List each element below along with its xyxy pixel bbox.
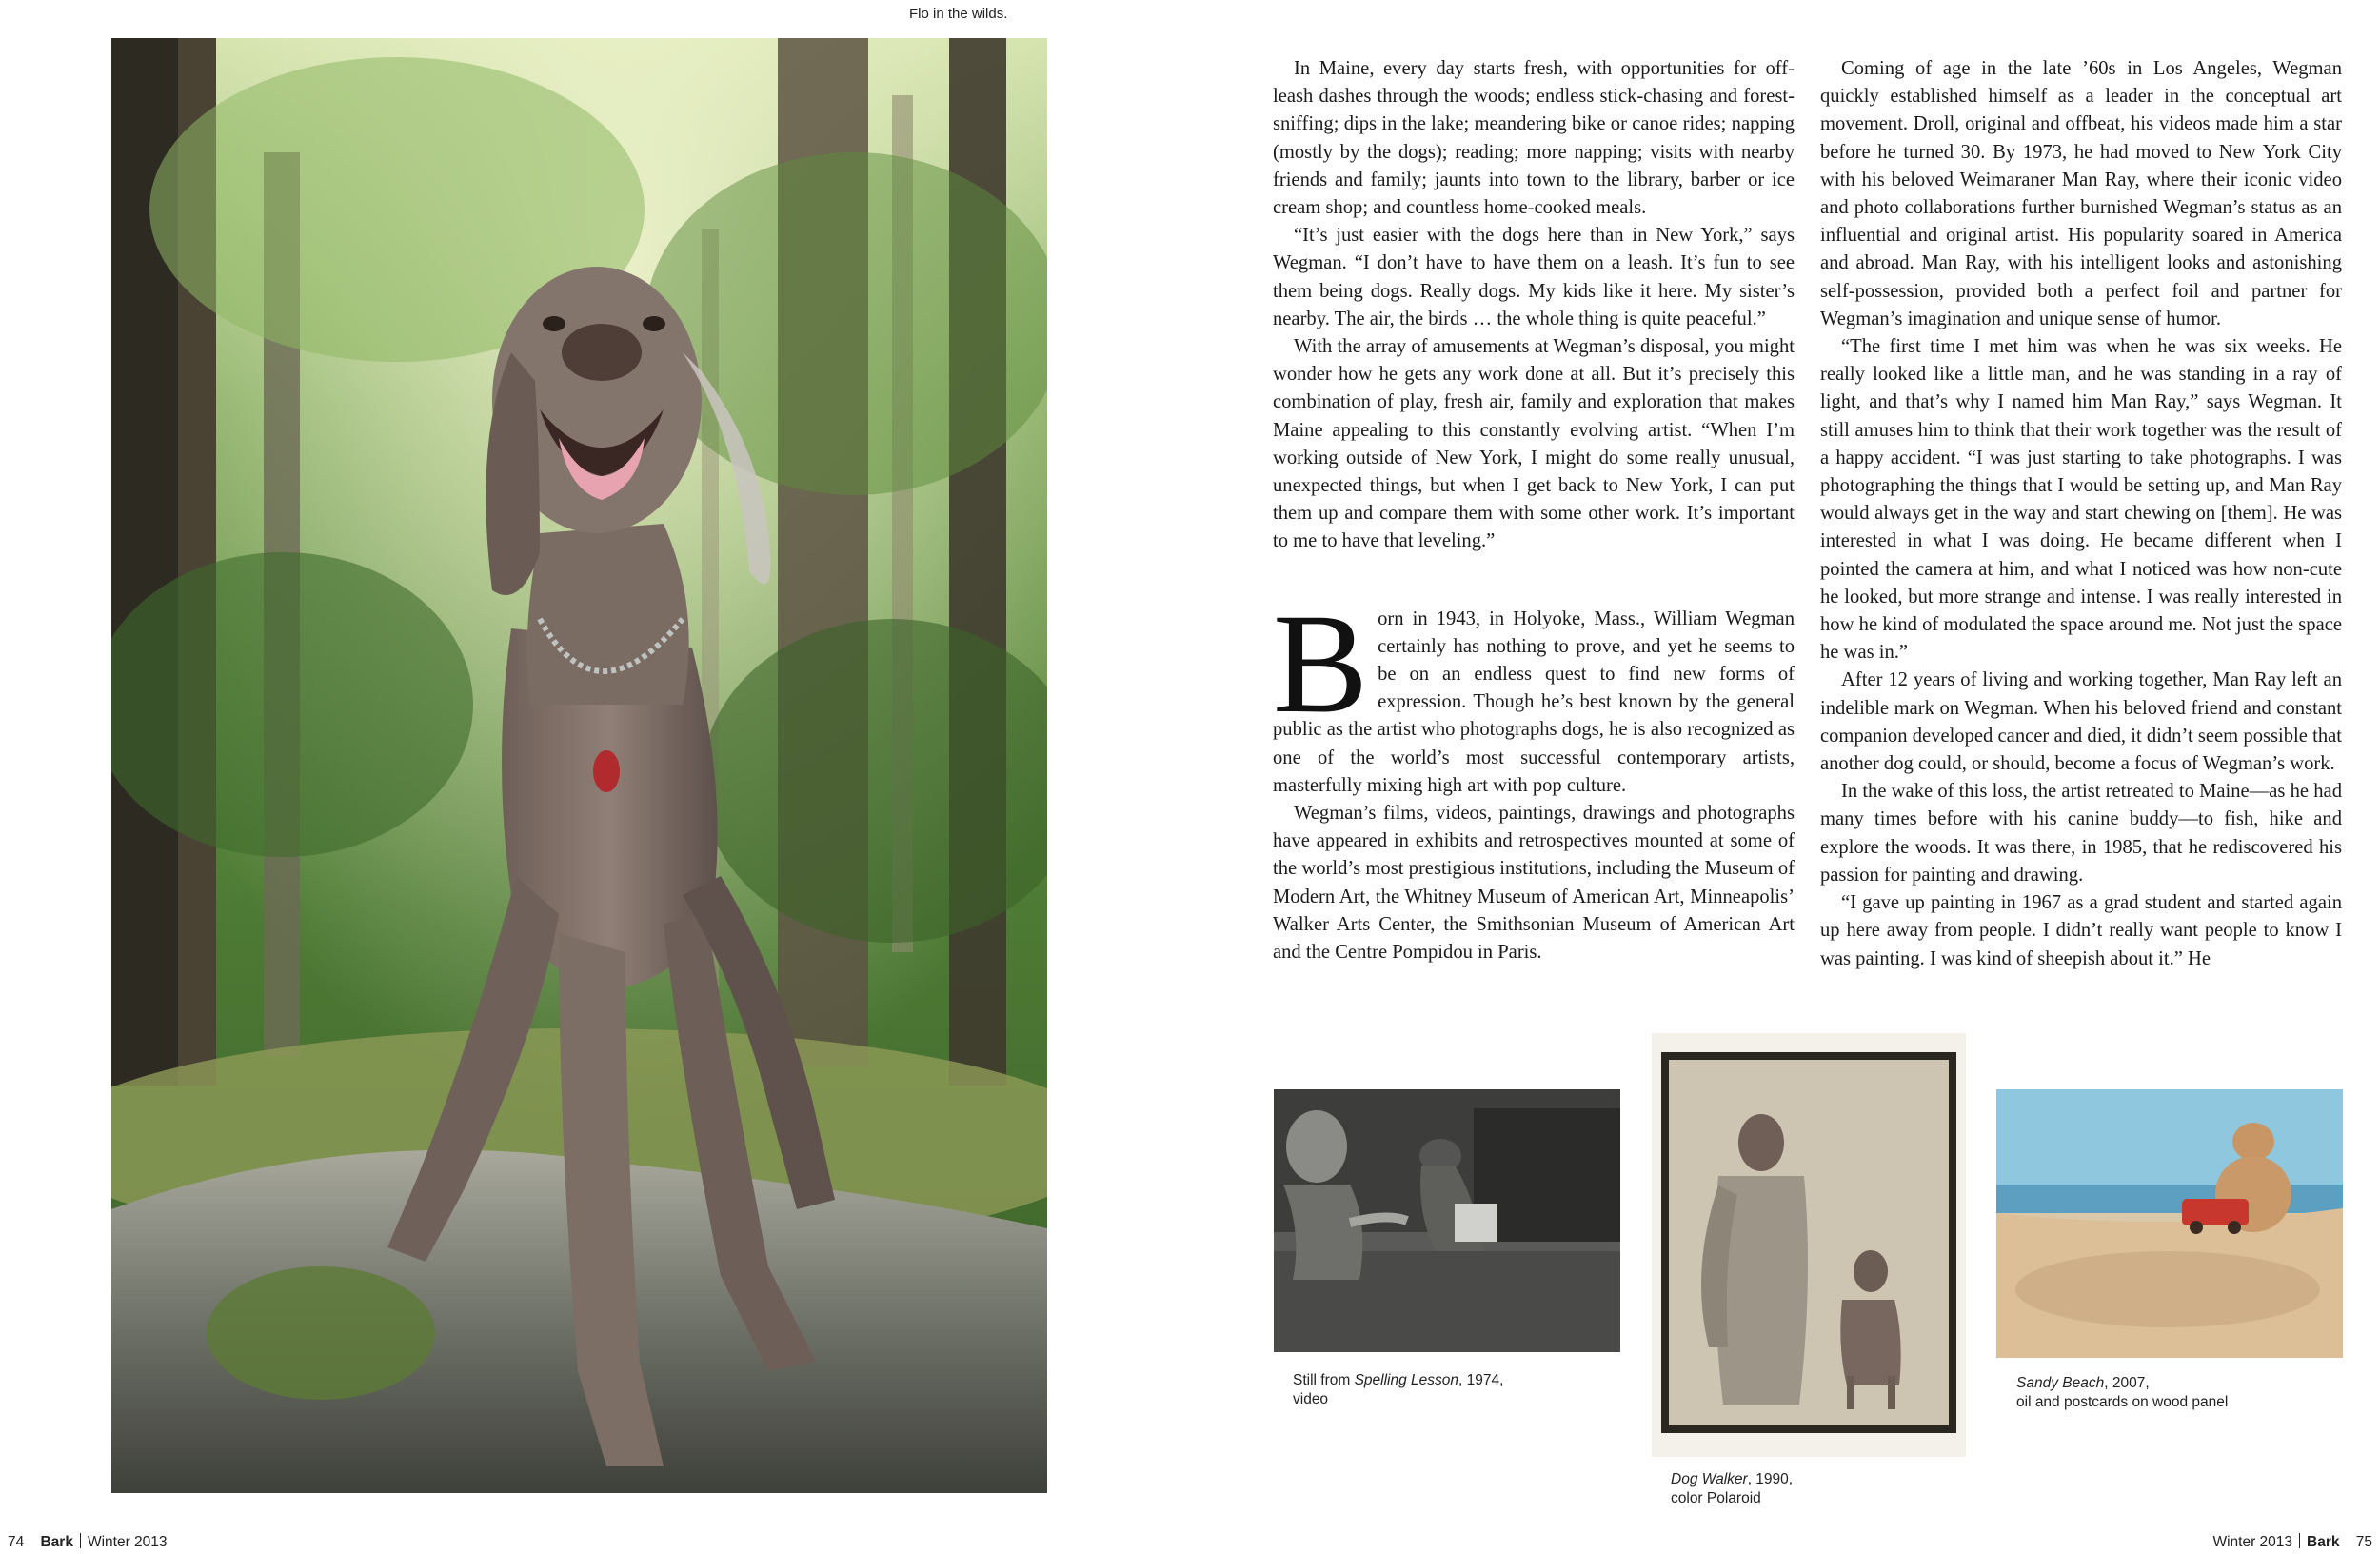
caption-prefix: Still from — [1293, 1372, 1355, 1388]
spelling-lesson-caption — [1293, 1371, 1503, 1409]
folio-right — [2212, 1533, 2372, 1551]
page-number-left: 74 — [8, 1534, 25, 1550]
col1-paragraph-5: Wegman’s films, videos, paintings, drawings and photographs have appeared in exhibits and retrospectives mounted at some of the world’s most prestigious institutions, including the Museum of Modern Art, the Whitney Museum of American Art, Minneapolis’ Walker Arts Center, the Smithsonian Museum of American Art and the Centre Pompidou in Paris. — [1273, 803, 1795, 964]
col2-paragraph-5: “I gave up painting in 1967 as a grad student and started again up here away from people. I didn’t really want people to know I was painting. I was kind of sheepish about it.” He — [1820, 892, 2342, 969]
issue-left: Winter 2013 — [87, 1534, 168, 1550]
spelling-lesson-still-image — [1274, 1089, 1620, 1352]
sandy-beach-caption — [2016, 1374, 2228, 1412]
caption-year: , 2007, — [2104, 1375, 2150, 1391]
col1-paragraph-4 — [1273, 584, 1795, 800]
photo-caption: Flo in the wilds. — [909, 6, 1008, 22]
col2-paragraph-2: “The first time I met him was when he was six weeks. He really looked like a little man, and he was standing in a ray of light, and that’s why I named him Man Ray,” says Wegman. It still amuses him to think that their work together was the result of a happy accident. “I was just starting to take photographs. I was photographing the things that I would be setting up, and Man Ray would always get in the way and start chewing on [them]. He was interested in what I was doing. He became different when I pointed the camera at him, and what I noticed was how non-cute he looked, but more strange and intense. I was really interested in how he kind of modulated the space around me. Not just the space he was in.” — [1820, 336, 2342, 664]
dog-forest-illustration — [111, 38, 1047, 1493]
col1-paragraph-2: “It’s just easier with the dogs here than in New York,” says Wegman. “I don’t have to have them on a leash. It’s fun to see them being dogs. Really dogs. My kids like it here. My sister’s nearby. The air, the birds … the whole thing is quite peaceful.” — [1273, 225, 1795, 329]
folio-divider — [2299, 1533, 2300, 1548]
folio-left — [8, 1533, 168, 1551]
caption-year: , 1990, — [1747, 1471, 1794, 1487]
page-number-right: 75 — [2355, 1534, 2372, 1550]
folio-divider — [80, 1533, 81, 1548]
col1-paragraph-1: In Maine, every day starts fresh, with opportunities for off-leash dashes through the woods; endless stick-chasing and forest-sniffing; dips in the lake; meandering bike or canoe rides; napping (mostly by the dogs); reading; more napping; visits with nearby friends and family; jaunts into town to the library, barber or ice cream shop; and countless home-cooked meals. — [1273, 58, 1795, 219]
dog-walker-caption — [1671, 1470, 1793, 1508]
article-column-1 — [1273, 55, 1795, 966]
magazine-name-right: Bark — [2307, 1534, 2340, 1550]
col2-paragraph-3: After 12 years of living and working together, Man Ray left an indelible mark on Wegman. When his beloved friend and constant companion developed cancer and died, it didn’t seem possible that another dog could, or should, become a focus of Wegman’s work. — [1820, 669, 2342, 775]
caption-title: Dog Walker — [1671, 1471, 1748, 1487]
sandy-beach-painting-image — [1996, 1089, 2343, 1358]
article-column-2 — [1820, 55, 2342, 973]
col2-paragraph-1: Coming of age in the late ’60s in Los Angeles, Wegman quickly established himself as a leader in the conceptual art movement. Droll, original and offbeat, his videos made him a star before he turned 30. By 1973, he had moved to New York City with his beloved Weimaraner Man Ray, where their iconic video and photo collaborations further burnished Wegman’s status as an influential and original artist. His popularity soared in America and abroad. Man Ray, with his intelligent looks and astonishing self-possession, provided both a perfect foil and partner for Wegman’s imagination and unique sense of humor. — [1820, 58, 2342, 329]
magazine-name-left: Bark — [40, 1534, 73, 1550]
drop-cap: B — [1273, 584, 1369, 743]
caption-year: , 1974, — [1458, 1372, 1504, 1388]
caption-medium: color Polaroid — [1671, 1490, 1761, 1506]
main-photo-dog-forest — [111, 38, 1047, 1493]
dog-walker-polaroid-image — [1652, 1033, 1966, 1457]
caption-medium: oil and postcards on wood panel — [2016, 1394, 2229, 1410]
caption-medium: video — [1293, 1391, 1329, 1407]
col1-paragraph-4-text: orn in 1943, in Holyoke, Mass., William Wegman certainly has nothing to prove, and yet he seems to be on an endless quest to find new forms of expression. Though he’s best known by the general public as the artist who photographs dogs, he is also recognized as one of the world’s most successful contemporary artists, masterfully mixing high art with pop culture. — [1273, 608, 1795, 796]
col1-paragraph-3: With the array of amusements at Wegman’s disposal, you might wonder how he gets any work done at all. But it’s precisely this combination of play, fresh air, family and exploration that makes Maine appealing to this constantly evolving artist. “When I’m working outside of New York, I might do some really unusual, unexpected things, but when I get back to New York, I can put them up and compare them with some other work. It’s important to me to have that leveling.” — [1273, 336, 1795, 552]
caption-title: Sandy Beach — [2016, 1375, 2105, 1391]
caption-title: Spelling Lesson — [1354, 1372, 1459, 1388]
col2-paragraph-4: In the wake of this loss, the artist retreated to Maine—as he had many times before with his canine buddy—to fish, hike and explore the woods. It was there, in 1985, that he rediscovered his passion for painting and drawing. — [1820, 781, 2342, 886]
issue-right: Winter 2013 — [2212, 1534, 2293, 1550]
